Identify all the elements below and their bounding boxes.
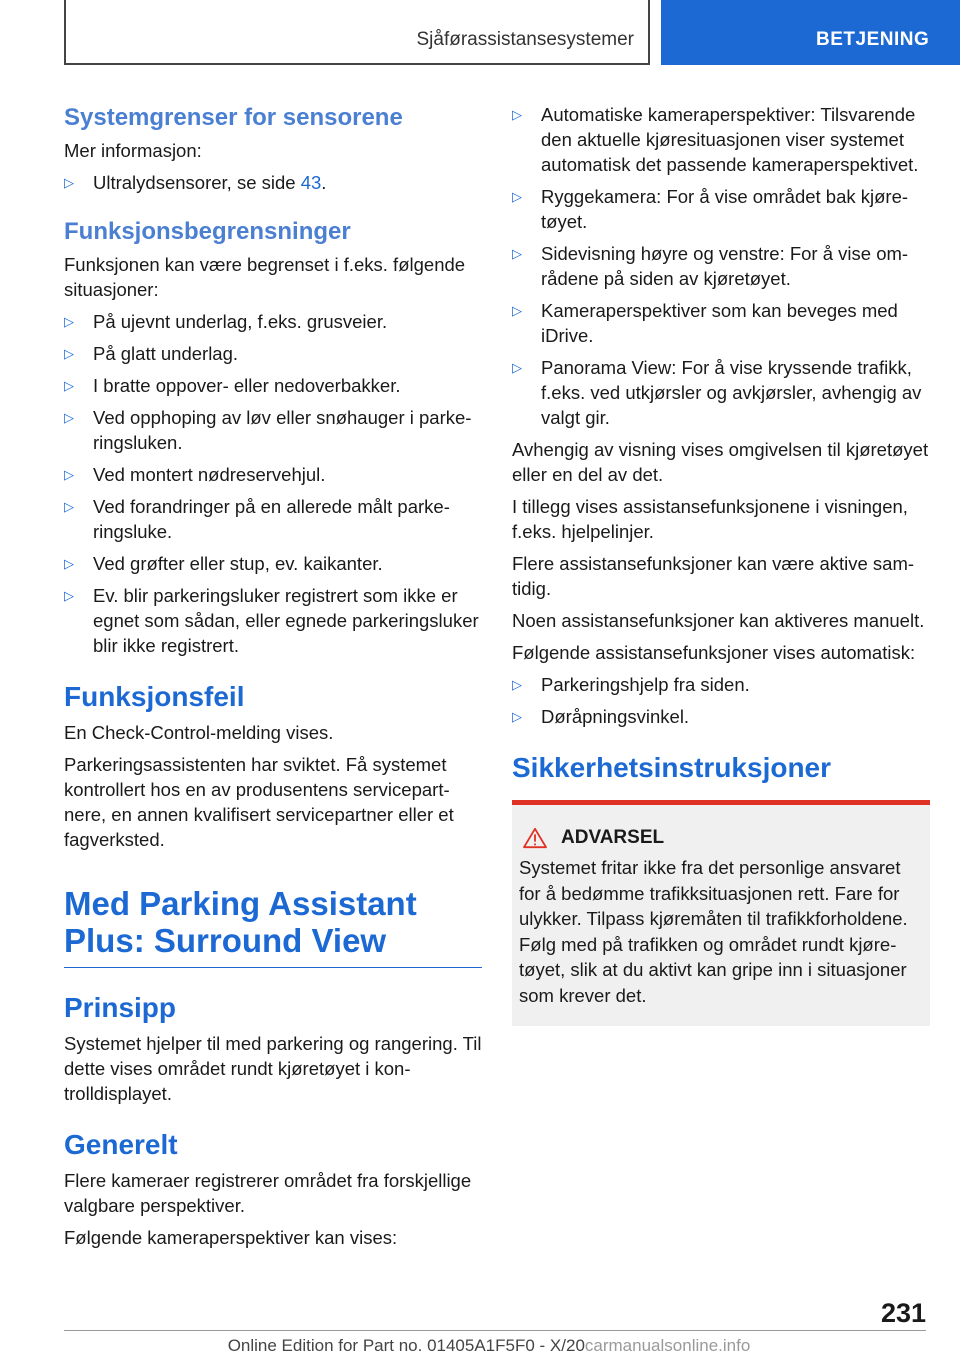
header-section-box bbox=[64, 0, 650, 65]
list-item: ▷ I bratte oppover- eller nedoverbakker. bbox=[64, 375, 401, 396]
right-column bbox=[512, 102, 930, 1026]
text-prinsipp: Systemet hjelper til med parkering og rangering. Til dette vises området rundt kjøretøyet i kontrolldisplayet. bbox=[64, 1033, 482, 1104]
heading-funksjonsfeil: Funksjonsfeil bbox=[64, 681, 245, 712]
heading-funksjonsbegrensninger: Funksjonsbegrensninger bbox=[64, 218, 351, 245]
heading-sikkerhet: Sikkerhetsinstruksjoner bbox=[512, 752, 832, 783]
list-auto-functions bbox=[512, 672, 930, 729]
list-item: ▷ Ved grøfter eller stup, ev. kaikanter. bbox=[64, 553, 383, 574]
list-limitations bbox=[64, 309, 482, 658]
left-column bbox=[64, 102, 482, 1257]
text-funksjonen: Funksjonen kan være begrenset i f.eks. følgende situasjoner: bbox=[64, 254, 466, 300]
footer-divider bbox=[64, 1330, 926, 1331]
warning-text: Systemet fritar ikke fra det personlige ansvaret for å bedømme trafikksituasjonen rett. Fare for ulykker. Tilpass kjøremåten til trafikkforholdene. Følg med på trafikken og området rundt kjøretøyet, slik at du aktivt kan gripe inn i situasjoner som krever det. bbox=[519, 857, 908, 1006]
list-item: ▷ Panorama View: For å vise kryssende trafikk, f.eks. ved utkjørsler og avkjørsler, avhengig av valgt gir. bbox=[512, 357, 922, 428]
header-section-title: Sjåførassistansesystemer bbox=[416, 29, 634, 50]
triangle-bullet-icon: ▷ bbox=[64, 588, 74, 603]
text-i-tillegg: I tillegg vises assistansefunksjonene i visningen, f.eks. hjelpelinjer. bbox=[512, 496, 908, 542]
footer-watermark: carmanualsonline.info bbox=[584, 1336, 751, 1355]
page-link[interactable]: 43 bbox=[300, 172, 322, 193]
list-camera-perspectives bbox=[512, 102, 930, 430]
text-avhengig: Avhengig av visning vises omgivelsen til kjøretøyet eller en del av det. bbox=[512, 439, 929, 485]
list-item: ▷ På ujevnt underlag, f.eks. grusveier. bbox=[64, 311, 388, 332]
list-item: ▷ Ved forandringer på en allerede målt parkeringsluke. bbox=[64, 496, 450, 542]
list-item: ▷ Ev. blir parkeringsluker registrert som ikke er egnet som sådan, eller egnede parkeringsluker blir ikke registrert. bbox=[64, 585, 479, 656]
heading-prinsipp: Prinsipp bbox=[64, 992, 177, 1023]
triangle-bullet-icon: ▷ bbox=[512, 360, 522, 375]
list-item: ▷ Kameraperspektiver som kan beveges med iDrive. bbox=[512, 300, 898, 346]
triangle-bullet-icon: ▷ bbox=[64, 499, 74, 514]
list-item: ▷ Automatiske kameraperspektiver: Tilsvarende den aktuelle kjøresituasjonen viser systemet automatisk det passende kameraperspektivet. bbox=[512, 104, 919, 175]
heading-surround-view: Med Parking Assistant Plus: Surround View bbox=[64, 885, 482, 968]
list-item: ▷ På glatt underlag. bbox=[64, 343, 239, 364]
header-tab bbox=[661, 0, 960, 65]
heading-generelt: Generelt bbox=[64, 1129, 178, 1160]
triangle-bullet-icon: ▷ bbox=[512, 246, 522, 261]
list-item: ▷ Ved opphoping av løv eller snøhauger i parkeringsluken. bbox=[64, 407, 472, 453]
text-parkeringsassistenten: Parkeringsassistenten har sviktet. Få systemet kontrollert hos en av produsentens servicepartnere, en annen kvalifisert servicepartner eller et fagverksted. bbox=[64, 754, 454, 850]
list-item: ▷ Parkeringshjelp fra siden. bbox=[512, 674, 750, 695]
warning-box bbox=[512, 800, 930, 1026]
list-item: ▷ Ved montert nødreservehjul. bbox=[64, 464, 326, 485]
triangle-bullet-icon: ▷ bbox=[512, 189, 522, 204]
warning-title-label: ADVARSEL bbox=[561, 827, 665, 848]
page-number: 231 bbox=[880, 1298, 926, 1328]
text-folgende-assist: Følgende assistansefunksjoner vises automatisk: bbox=[512, 642, 916, 663]
triangle-bullet-icon: ▷ bbox=[64, 556, 74, 571]
list-item: ▷ Sidevisning høyre og venstre: For å vise områdene på siden av kjøretøyet. bbox=[512, 243, 909, 289]
header-tab-label: BETJENING bbox=[816, 29, 930, 50]
triangle-bullet-icon: ▷ bbox=[512, 303, 522, 318]
text-folgende-kamera: Følgende kameraperspektiver kan vises: bbox=[64, 1227, 398, 1248]
list-item: ▷ Døråpningsvinkel. bbox=[512, 706, 690, 727]
text-mer-informasjon: Mer informasjon: bbox=[64, 140, 202, 161]
text-noen-assist: Noen assistansefunksjoner kan aktiveres manuelt. bbox=[512, 610, 925, 631]
heading-systemgrenser: Systemgrenser for sensorene bbox=[64, 104, 403, 131]
triangle-bullet-icon: ▷ bbox=[512, 677, 522, 692]
triangle-bullet-icon: ▷ bbox=[64, 346, 74, 361]
triangle-bullet-icon: ▷ bbox=[64, 410, 74, 425]
triangle-bullet-icon: ▷ bbox=[64, 378, 74, 393]
text-check-control: En Check-Control-melding vises. bbox=[64, 722, 334, 743]
triangle-bullet-icon: ▷ bbox=[64, 467, 74, 482]
footer-edition-text: Online Edition for Part no. 01405A1F5F0 - X/20 bbox=[227, 1336, 585, 1355]
triangle-bullet-icon: ▷ bbox=[64, 175, 74, 190]
warning-title bbox=[519, 827, 924, 849]
triangle-bullet-icon: ▷ bbox=[512, 107, 522, 122]
list-item: ▷ Ryggekamera: For å vise området bak kjøretøyet. bbox=[512, 186, 909, 232]
footer-edition bbox=[0, 1336, 960, 1356]
list-item: ▷ Ultralydsensorer, se side 43. bbox=[64, 172, 327, 193]
warning-triangle-icon bbox=[521, 827, 549, 849]
triangle-bullet-icon: ▷ bbox=[512, 709, 522, 724]
text-flere-assist: Flere assistansefunksjoner kan være aktive samtidig. bbox=[512, 553, 915, 599]
triangle-bullet-icon: ▷ bbox=[64, 314, 74, 329]
list-more-info bbox=[64, 170, 482, 195]
text-flere-kameraer: Flere kameraer registrerer området fra forskjellige valgbare perspektiver. bbox=[64, 1170, 472, 1216]
